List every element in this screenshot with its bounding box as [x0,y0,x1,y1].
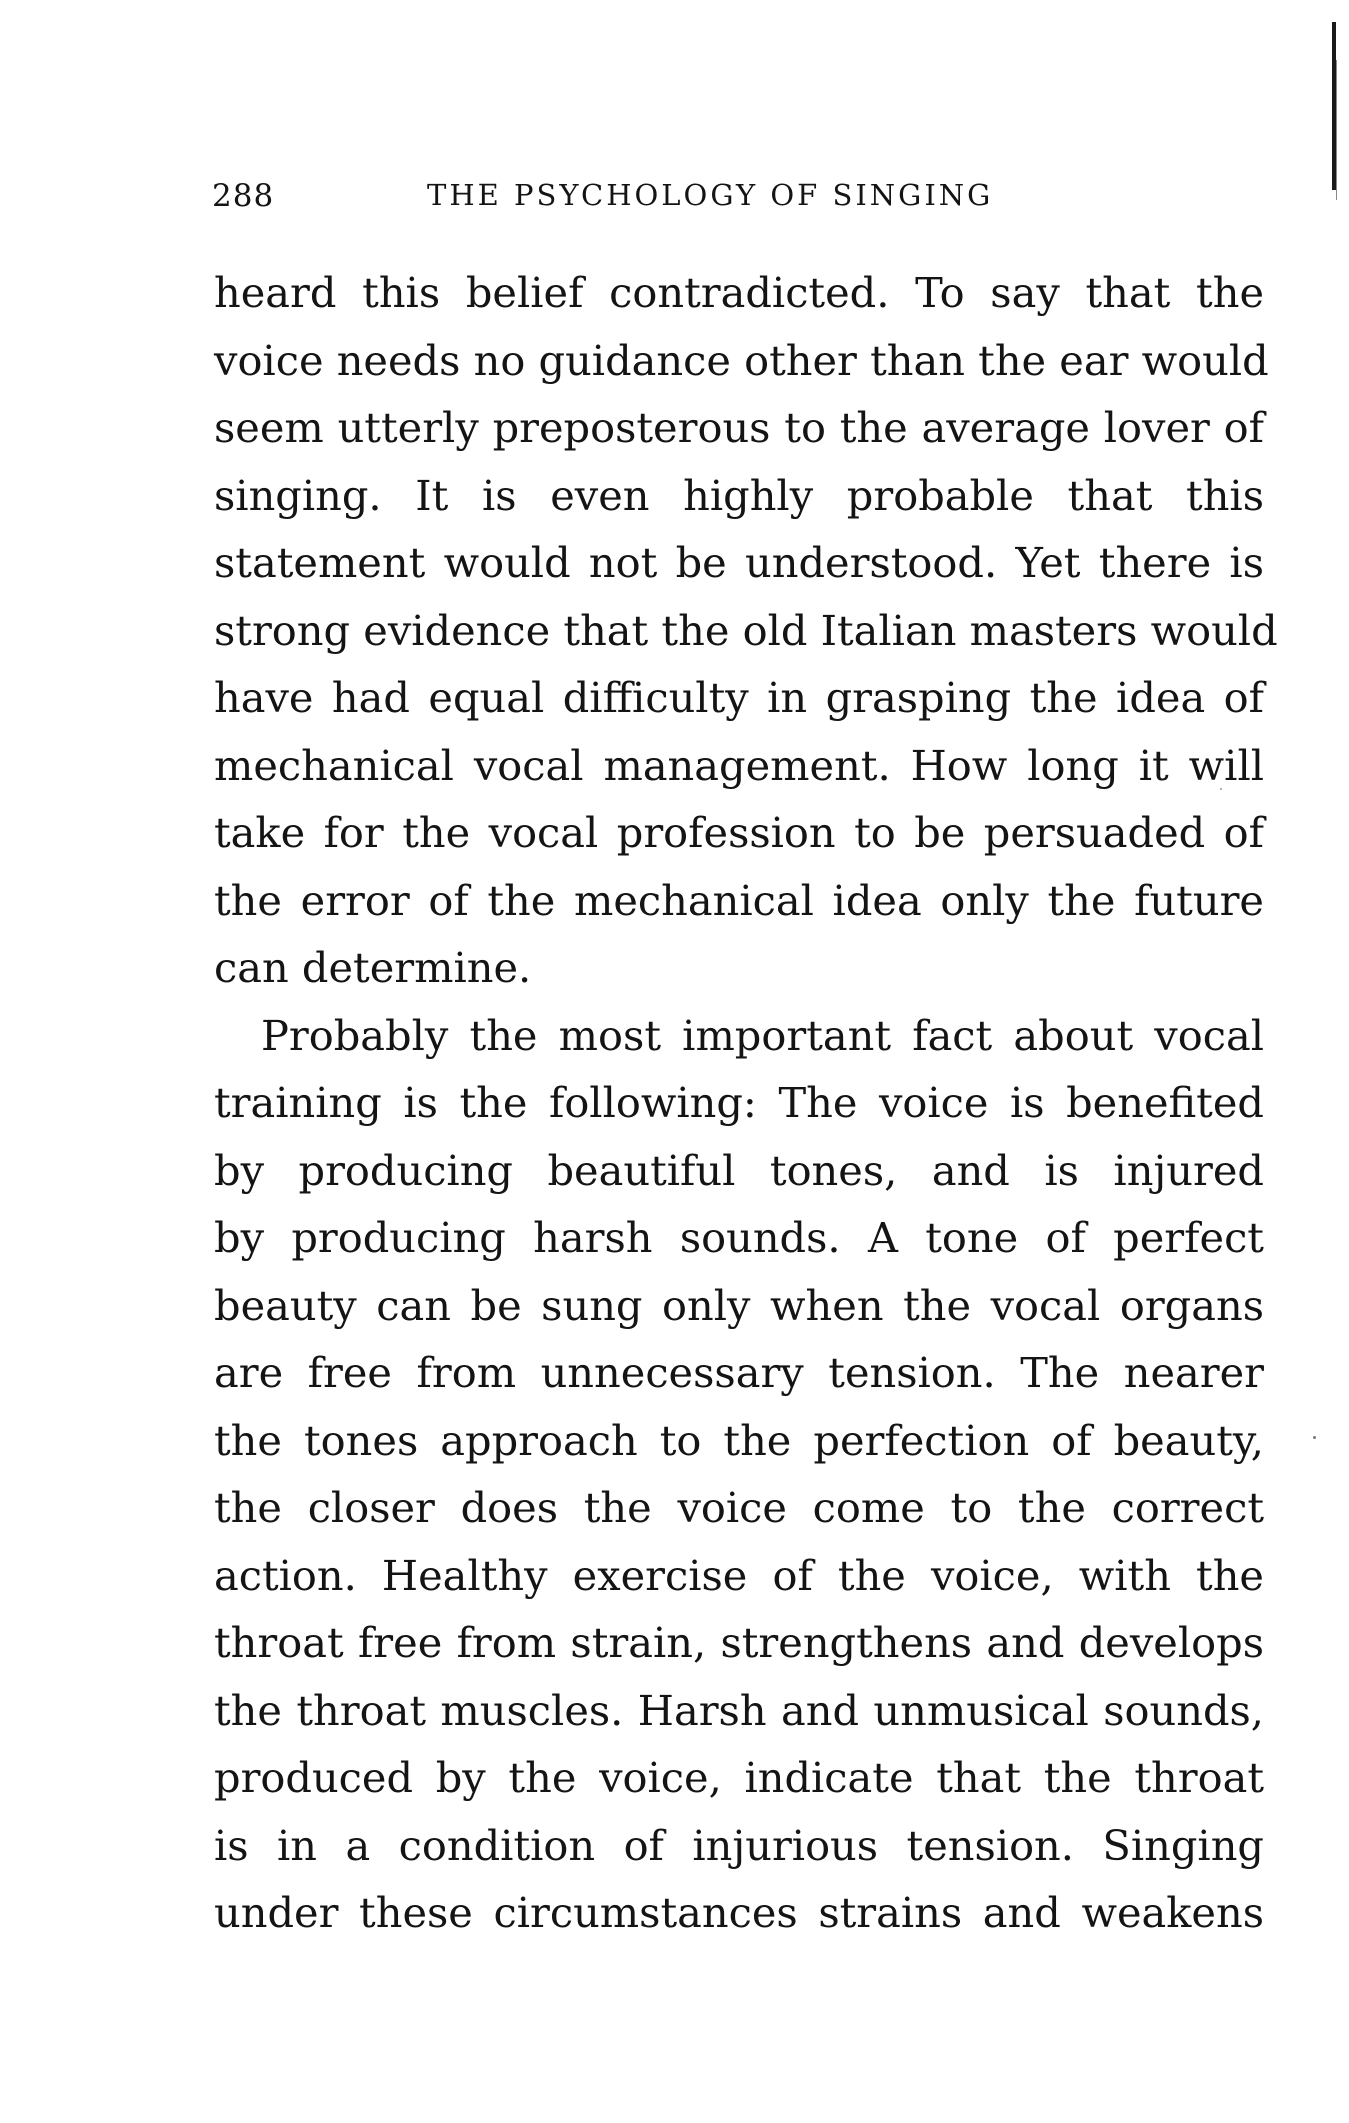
text-line: statement would not be understood. Yet there is [214,538,1264,587]
running-head-title: THE PSYCHOLOGY OF SINGING [427,178,994,212]
text-line: strong evidence that the old Italian masters would [214,605,1278,655]
text-line: seem utterly preposterous to the average lover of [214,403,1264,452]
text-line: by producing beautiful tones, and is injured [214,1145,1264,1195]
text-line: under these circumstances strains and weakens [214,1888,1264,1937]
text-line: can determine. [214,943,532,992]
text-line: beauty can be sung only when the vocal organs [214,1280,1264,1330]
text-line: are free from unnecessary tension. The nearer [214,1348,1264,1397]
text-line: the throat muscles. Harsh and unmusical sounds, [214,1685,1264,1735]
text-line: mechanical vocal management. How long it will [214,740,1264,790]
text-line: the closer does the voice come to the correct [214,1483,1264,1532]
text-line: produced by the voice, indicate that the throat [214,1753,1264,1802]
text-line: the tones approach to the perfection of beauty, [214,1415,1264,1465]
paragraph-1 [214,259,1278,1002]
page-number: 288 [212,178,275,214]
text-line: is in a condition of injurious tension. Singing [214,1820,1264,1870]
text-line: throat free from strain, strengthens and develops [214,1618,1264,1667]
paragraph-2 [214,1002,1264,1947]
text-line: have had equal difficulty in grasping the idea of [214,673,1264,722]
text-line: heard this belief contradicted. To say that the [214,268,1264,317]
body-text [214,259,1278,1947]
text-line: the error of the mechanical idea only the future [214,875,1264,925]
text-line: voice needs no guidance other than the ear would [214,335,1269,385]
text-line: action. Healthy exercise of the voice, with the [214,1550,1264,1600]
text-line: Probably the most important fact about vocal [261,1010,1264,1060]
scan-speck [1313,1436,1316,1439]
text-line: training is the following: The voice is benefited [214,1078,1264,1127]
text-line: by producing harsh sounds. A tone of perfect [214,1213,1264,1262]
running-head [0,178,1349,222]
text-line: take for the vocal profession to be persuaded of [214,808,1264,857]
text-line: singing. It is even highly probable that this [214,470,1264,520]
